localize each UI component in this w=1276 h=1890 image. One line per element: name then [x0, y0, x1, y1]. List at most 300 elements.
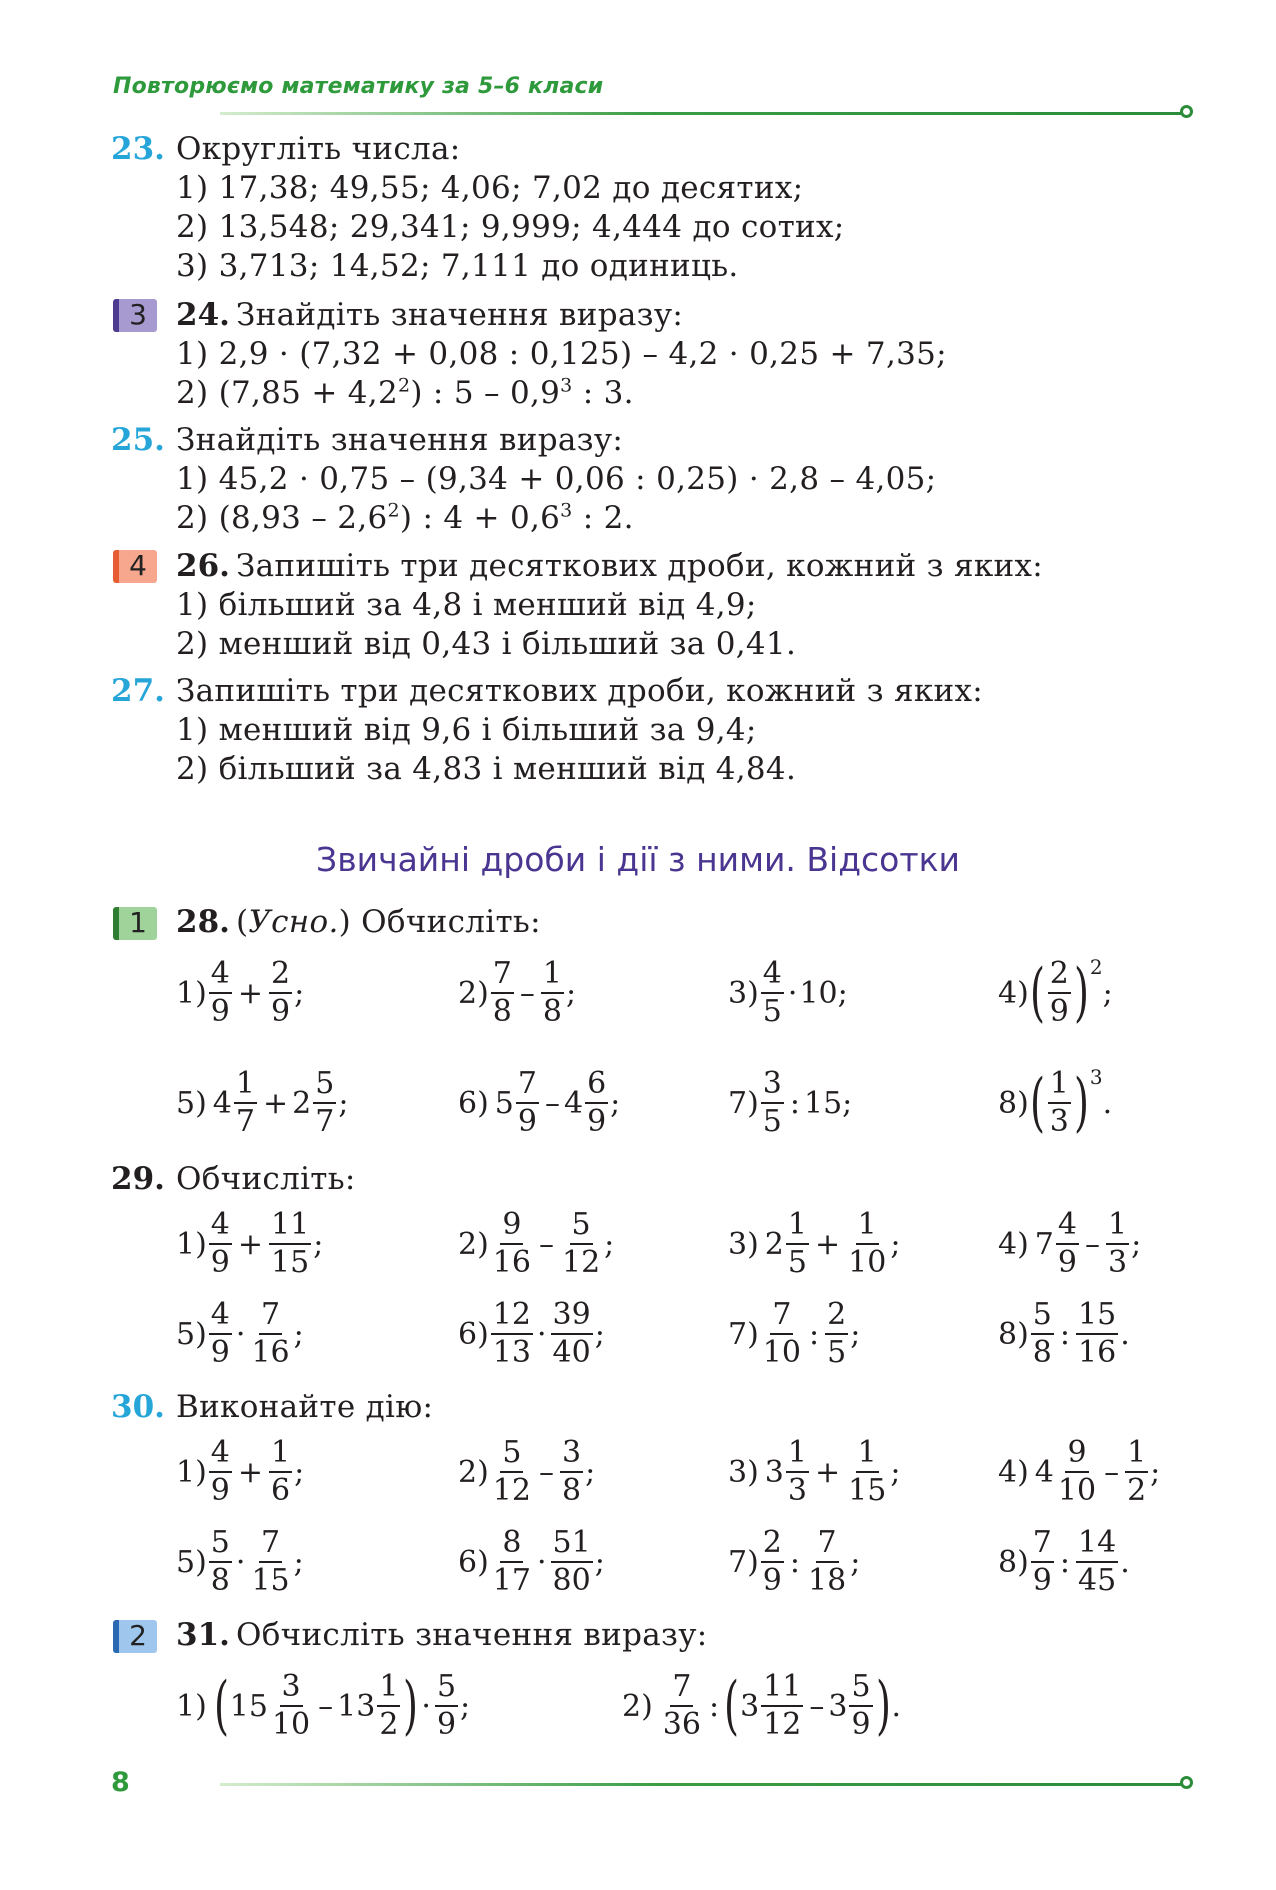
- oral-marker: Усно.: [248, 904, 339, 940]
- denominator: 3: [1107, 1245, 1128, 1280]
- numerator: 7: [491, 959, 514, 994]
- punctuation: ;: [293, 1316, 304, 1352]
- oral-paren-open: (: [236, 904, 249, 940]
- punctuation: ;: [338, 1085, 349, 1121]
- numerator: 8: [500, 1528, 523, 1563]
- denominator: 6: [271, 1473, 291, 1508]
- punctuation: ;: [610, 1085, 621, 1121]
- denominator: 10: [1057, 1473, 1097, 1508]
- numerator: 1: [1106, 1210, 1129, 1245]
- exercise-28-item-3: [728, 953, 848, 1033]
- numerator: 6: [585, 1069, 608, 1104]
- item-label: 4): [998, 975, 1029, 1011]
- fraction: [786, 1435, 809, 1508]
- right-paren: ): [1073, 1066, 1089, 1140]
- operator: +: [814, 1454, 841, 1490]
- fraction: [551, 1525, 593, 1598]
- denominator: 9: [210, 1335, 230, 1370]
- denominator: 8: [1032, 1335, 1052, 1370]
- exercise-30-item-1: [176, 1432, 304, 1512]
- operator: ·: [787, 975, 798, 1011]
- fraction: [491, 1207, 533, 1280]
- operator: +: [237, 1226, 264, 1262]
- denominator: 9: [436, 1707, 457, 1742]
- section-title: Звичайні дроби і дії з ними. Відсотки: [316, 840, 960, 879]
- fraction: [560, 1207, 602, 1280]
- fraction: [491, 1435, 533, 1508]
- denominator: 12: [492, 1473, 531, 1508]
- punctuation: ;: [604, 1226, 615, 1262]
- exercise-number-31: 31.: [176, 1617, 230, 1653]
- exercise-30-item-2: [458, 1432, 595, 1512]
- fraction: [1031, 1297, 1054, 1370]
- denominator: 9: [271, 994, 291, 1029]
- numerator: 1: [1125, 1438, 1148, 1473]
- operator: –: [1084, 1226, 1100, 1262]
- fraction: [1048, 1066, 1071, 1139]
- operator: +: [237, 1454, 264, 1490]
- operator: :: [789, 1085, 800, 1121]
- denominator: 8: [542, 994, 562, 1029]
- difficulty-level-badge-3: 3: [113, 299, 157, 332]
- denominator: 9: [210, 1245, 230, 1280]
- whole-part: 7: [1034, 1226, 1054, 1262]
- denominator: 10: [762, 1335, 801, 1370]
- fraction: [846, 1207, 888, 1280]
- item-label: 6): [458, 1544, 489, 1580]
- item-label: 7): [728, 1316, 759, 1352]
- denominator: 9: [1049, 994, 1069, 1029]
- denominator: 15: [271, 1245, 310, 1280]
- exercise-28-item-1: [176, 953, 304, 1033]
- right-paren: ): [875, 1669, 891, 1743]
- numerator: 14: [1076, 1528, 1118, 1563]
- denominator: 17: [492, 1563, 531, 1598]
- exercise-30-item-5: [176, 1522, 304, 1602]
- item-label: 7): [728, 1544, 759, 1580]
- exercise-27-line-1: 1) менший від 9,6 і більший за 9,4;: [176, 712, 757, 748]
- fraction: [269, 1207, 311, 1280]
- operator: –: [318, 1688, 334, 1724]
- numerator: 9: [500, 1210, 523, 1245]
- operator: ·: [235, 1316, 246, 1352]
- exercise-30-item-8: [998, 1522, 1130, 1602]
- fraction: [786, 1207, 809, 1280]
- whole-part: 3: [828, 1688, 848, 1724]
- punctuation: ;: [313, 1226, 324, 1262]
- operator: –: [544, 1085, 560, 1121]
- operator: :: [789, 1544, 800, 1580]
- oral-paren-close: ): [338, 904, 352, 940]
- punctuation: ;: [890, 1226, 901, 1262]
- numerator: 5: [313, 1069, 336, 1104]
- denominator: 9: [210, 1473, 230, 1508]
- fraction: [209, 1525, 232, 1598]
- item-label: 4): [998, 1454, 1029, 1490]
- punctuation: ;: [1102, 975, 1113, 1011]
- punctuation: .: [1120, 1544, 1130, 1580]
- numerator: 3: [761, 1069, 784, 1104]
- exercise-31-item-1: [176, 1666, 470, 1746]
- fraction: [234, 1066, 257, 1139]
- item-label: 1): [176, 1226, 207, 1262]
- numerator: 2: [269, 959, 292, 994]
- exercise-23-line-1: 1) 17,38; 49,55; 4,06; 7,02 до десятих;: [176, 170, 804, 206]
- item-label: 2): [458, 975, 489, 1011]
- whole-part: 15: [229, 1688, 268, 1724]
- whole-part: 4: [563, 1085, 584, 1121]
- numerator: 4: [209, 1438, 232, 1473]
- denominator: 9: [851, 1707, 871, 1742]
- exercise-28-item-6: [458, 1063, 620, 1143]
- punctuation: ;: [890, 1454, 901, 1490]
- fraction: [761, 1525, 784, 1598]
- denominator: 8: [492, 994, 512, 1029]
- numerator: 1: [856, 1210, 879, 1245]
- exercise-number-29: 29.: [111, 1161, 165, 1197]
- denominator: 2: [1127, 1473, 1147, 1508]
- fraction: [761, 956, 784, 1029]
- whole-part: 2: [292, 1085, 312, 1121]
- fraction: [849, 1669, 872, 1742]
- denominator: 18: [808, 1563, 847, 1598]
- fraction: [249, 1297, 291, 1370]
- punctuation: ;: [850, 1316, 861, 1352]
- item-label: 6): [458, 1316, 489, 1352]
- item-label: 3): [728, 975, 759, 1011]
- fraction: [560, 1435, 583, 1508]
- fraction: [209, 1435, 232, 1508]
- denominator: 3: [1049, 1104, 1069, 1139]
- item-label: 1): [176, 975, 207, 1011]
- punctuation: .: [891, 1688, 902, 1724]
- item-label: 1): [176, 1454, 207, 1490]
- fraction: [1048, 956, 1071, 1029]
- item-label: 4): [998, 1226, 1029, 1262]
- operator: ·: [536, 1544, 547, 1580]
- right-paren: ): [403, 1669, 419, 1743]
- left-paren: (: [1029, 956, 1045, 1030]
- expression-tail: 15;: [804, 1085, 853, 1121]
- denominator: 9: [587, 1104, 607, 1139]
- punctuation: ;: [1131, 1226, 1142, 1262]
- fraction: [761, 1669, 803, 1742]
- exercise-30-item-6: [458, 1522, 605, 1602]
- denominator: 7: [315, 1104, 335, 1139]
- operator: –: [1104, 1454, 1120, 1490]
- exercise-24-title: Знайдіть значення виразу:: [236, 297, 684, 333]
- whole-part: 3: [740, 1688, 760, 1724]
- fraction: [1031, 1525, 1054, 1598]
- exercise-number-30: 30.: [111, 1389, 165, 1425]
- exercise-28-title: [236, 905, 541, 939]
- exercise-number-26: 26.: [176, 548, 230, 584]
- exercise-29-item-4: [998, 1204, 1141, 1284]
- exercise-29-item-2: [458, 1204, 614, 1284]
- numerator: 4: [1056, 1210, 1079, 1245]
- right-paren: ): [1073, 956, 1089, 1030]
- denominator: 9: [1057, 1245, 1077, 1280]
- operator: –: [809, 1688, 825, 1724]
- denominator: 36: [662, 1707, 701, 1742]
- exercise-25-line-2-part-b: ) : 4 + 0,6: [399, 500, 561, 536]
- fraction: [313, 1066, 336, 1139]
- exercise-24-line-2-part-a: 2) (7,85 + 4,2: [176, 375, 398, 411]
- item-label: 2): [458, 1226, 489, 1262]
- operator: ·: [421, 1688, 431, 1724]
- whole-part: 4: [1034, 1454, 1054, 1490]
- numerator: 7: [259, 1528, 282, 1563]
- item-label: 1): [176, 1688, 207, 1724]
- fraction: [1076, 1297, 1118, 1370]
- punctuation: ;: [294, 975, 305, 1011]
- numerator: 4: [209, 1300, 232, 1335]
- numerator: 7: [259, 1300, 282, 1335]
- exercise-29-item-3: [728, 1204, 900, 1284]
- difficulty-level-badge-2: 2: [113, 1620, 157, 1653]
- footer-rule-end-circle: [1180, 1776, 1193, 1789]
- item-label: 8): [998, 1085, 1029, 1121]
- fraction: [1056, 1207, 1079, 1280]
- exercise-23-line-3: 3) 3,713; 14,52; 7,111 до одиниць.: [176, 248, 739, 284]
- exercise-28-item-7: [728, 1063, 852, 1143]
- operator: –: [519, 975, 535, 1011]
- numerator: 9: [1065, 1438, 1088, 1473]
- exercise-24-line-2: [176, 376, 634, 410]
- exercise-29-item-1: [176, 1204, 323, 1284]
- header-rule-end-circle: [1180, 105, 1193, 118]
- punctuation: ;: [565, 975, 577, 1011]
- denominator: 16: [492, 1245, 531, 1280]
- exercise-24-line-2-part-b: ) : 5 – 0,9: [410, 375, 561, 411]
- exercise-26-title: Запишіть три десяткових дроби, кожний з яких:: [236, 548, 1044, 584]
- numerator: 3: [280, 1672, 303, 1707]
- operator: :: [1059, 1544, 1070, 1580]
- exercise-23-line-2: 2) 13,548; 29,341; 9,999; 4,444 до сотих;: [176, 209, 845, 245]
- fraction: [585, 1066, 608, 1139]
- punctuation: ;: [594, 1316, 605, 1352]
- numerator: 15: [1076, 1300, 1118, 1335]
- exercise-28-item-4: [998, 953, 1113, 1033]
- denominator: 15: [251, 1563, 290, 1598]
- denominator: 13: [492, 1335, 531, 1370]
- denominator: 2: [379, 1707, 399, 1742]
- difficulty-level-badge-1: 1: [113, 907, 157, 940]
- denominator: 9: [210, 994, 230, 1029]
- exercise-28-item-5: [176, 1063, 348, 1143]
- denominator: 9: [1032, 1563, 1052, 1598]
- left-paren: (: [213, 1669, 229, 1743]
- operator: :: [808, 1316, 820, 1352]
- fraction: [491, 956, 514, 1029]
- denominator: 5: [827, 1335, 847, 1370]
- denominator: 5: [787, 1245, 807, 1280]
- fraction: [377, 1669, 400, 1742]
- numerator: 3: [560, 1438, 583, 1473]
- operator: –: [538, 1454, 554, 1490]
- fraction: [516, 1066, 539, 1139]
- exercise-27-title: Запишіть три десяткових дроби, кожний з яких:: [176, 673, 984, 709]
- punctuation: .: [1120, 1316, 1130, 1352]
- fraction: [825, 1297, 848, 1370]
- exercise-30-title: Виконайте дію:: [176, 1389, 434, 1425]
- denominator: 40: [552, 1335, 591, 1370]
- punctuation: .: [1102, 1085, 1113, 1121]
- fraction: [806, 1525, 848, 1598]
- item-label: 3): [728, 1226, 759, 1262]
- numerator: 11: [269, 1210, 311, 1245]
- item-label: 2): [458, 1454, 489, 1490]
- exponent: 2: [387, 499, 400, 522]
- punctuation: ;: [585, 1454, 596, 1490]
- denominator: 16: [251, 1335, 290, 1370]
- operator: :: [1059, 1316, 1070, 1352]
- header-rule: [220, 112, 1186, 115]
- denominator: 45: [1078, 1563, 1117, 1598]
- fraction: [269, 1435, 292, 1508]
- exercise-26-line-1: 1) більший за 4,8 і менший від 4,9;: [176, 587, 757, 623]
- exercise-25-line-2-part-c: : 2.: [572, 500, 634, 536]
- exercise-24-line-2-part-c: : 3.: [572, 375, 634, 411]
- punctuation: ;: [460, 1688, 471, 1724]
- numerator: 1: [269, 1438, 292, 1473]
- denominator: 16: [1078, 1335, 1117, 1370]
- item-label: 5): [176, 1316, 207, 1352]
- exercise-26-line-2: 2) менший від 0,43 і більший за 0,41.: [176, 626, 797, 662]
- exercise-31-title: Обчисліть значення виразу:: [236, 1617, 708, 1653]
- fraction: [209, 1207, 232, 1280]
- difficulty-level-badge-4: 4: [113, 550, 157, 583]
- denominator: 12: [561, 1245, 601, 1280]
- fraction: [491, 1525, 533, 1598]
- punctuation: ;: [293, 1544, 304, 1580]
- numerator: 7: [816, 1528, 839, 1563]
- denominator: 5: [762, 1104, 782, 1139]
- numerator: 5: [1031, 1300, 1054, 1335]
- exponent: 2: [1089, 955, 1103, 979]
- operator: +: [237, 975, 264, 1011]
- fraction: [491, 1297, 533, 1370]
- exercise-28-item-8: [998, 1063, 1112, 1143]
- exponent: 3: [1089, 1065, 1103, 1089]
- numerator: 5: [209, 1528, 232, 1563]
- numerator: 7: [770, 1300, 793, 1335]
- fraction: [1056, 1435, 1098, 1508]
- whole-part: 13: [337, 1688, 376, 1724]
- punctuation: ;: [850, 1544, 861, 1580]
- whole-part: 5: [494, 1085, 514, 1121]
- item-label: 8): [998, 1316, 1029, 1352]
- numerator: 2: [825, 1300, 848, 1335]
- numerator: 12: [491, 1300, 533, 1335]
- denominator: 10: [271, 1707, 311, 1742]
- numerator: 7: [670, 1672, 693, 1707]
- denominator: 3: [787, 1473, 807, 1508]
- operator: +: [262, 1085, 289, 1121]
- exponent: 2: [397, 374, 411, 397]
- item-label: 8): [998, 1544, 1029, 1580]
- numerator: 7: [516, 1069, 539, 1104]
- item-label: 6): [458, 1085, 489, 1121]
- fraction: [846, 1435, 888, 1508]
- numerator: 5: [500, 1438, 523, 1473]
- fraction: [1125, 1435, 1148, 1508]
- fraction: [435, 1669, 458, 1742]
- denominator: 5: [762, 994, 782, 1029]
- numerator: 4: [209, 1210, 232, 1245]
- denominator: 12: [763, 1707, 802, 1742]
- fraction: [249, 1525, 291, 1598]
- denominator: 80: [552, 1563, 591, 1598]
- exercise-29-item-8: [998, 1294, 1130, 1374]
- fraction: [761, 1066, 784, 1139]
- fraction: [541, 956, 564, 1029]
- fraction: [270, 1669, 312, 1742]
- fraction: [661, 1669, 703, 1742]
- item-label: 5): [176, 1544, 207, 1580]
- whole-part: 2: [764, 1226, 784, 1262]
- fraction: [1106, 1207, 1129, 1280]
- exercise-31-item-2: [622, 1666, 901, 1746]
- numerator: 4: [761, 959, 784, 994]
- exercise-number-23: 23.: [111, 131, 165, 167]
- exercise-29-item-7: [728, 1294, 860, 1374]
- exercise-29-item-6: [458, 1294, 605, 1374]
- running-header: Повторюємо математику за 5–6 класи: [113, 74, 604, 99]
- exercise-30-item-3: [728, 1432, 900, 1512]
- numerator: 2: [1048, 959, 1071, 994]
- expression-tail: 10;: [799, 975, 848, 1011]
- exercise-number-25: 25.: [111, 422, 165, 458]
- whole-part: 4: [212, 1085, 232, 1121]
- item-label: 3): [728, 1454, 759, 1490]
- denominator: 15: [848, 1473, 887, 1508]
- fraction: [209, 1297, 232, 1370]
- numerator: 1: [234, 1069, 257, 1104]
- exercise-27-line-2: 2) більший за 4,83 і менший від 4,84.: [176, 751, 797, 787]
- denominator: 10: [848, 1245, 887, 1280]
- fraction: [551, 1297, 593, 1370]
- punctuation: ;: [294, 1454, 305, 1490]
- exercise-30-item-7: [728, 1522, 860, 1602]
- operator: –: [538, 1226, 554, 1262]
- numerator: 4: [209, 959, 232, 994]
- fraction: [761, 1297, 803, 1370]
- item-label: 5): [176, 1085, 207, 1121]
- numerator: 7: [1031, 1528, 1054, 1563]
- left-paren: (: [724, 1669, 740, 1743]
- exercise-29-title: Обчисліть:: [176, 1161, 356, 1197]
- left-paren: (: [1029, 1066, 1045, 1140]
- numerator: 1: [856, 1438, 879, 1473]
- exercise-25-title: Знайдіть значення виразу:: [176, 422, 624, 458]
- exponent: 3: [560, 499, 573, 522]
- exercise-28-item-2: [458, 953, 576, 1033]
- numerator: 1: [786, 1210, 809, 1245]
- fraction: [1076, 1525, 1118, 1598]
- denominator: 9: [517, 1104, 537, 1139]
- exercise-25-line-2-part-a: 2) (8,93 – 2,6: [176, 500, 388, 536]
- numerator: 2: [761, 1528, 784, 1563]
- operator: ·: [235, 1544, 246, 1580]
- denominator: 8: [210, 1563, 230, 1598]
- operator: :: [708, 1688, 720, 1724]
- operator: ·: [536, 1316, 547, 1352]
- numerator: 1: [377, 1672, 400, 1707]
- exercise-number-24: 24.: [176, 297, 230, 333]
- numerator: 5: [849, 1672, 872, 1707]
- page-number: 8: [111, 1767, 130, 1798]
